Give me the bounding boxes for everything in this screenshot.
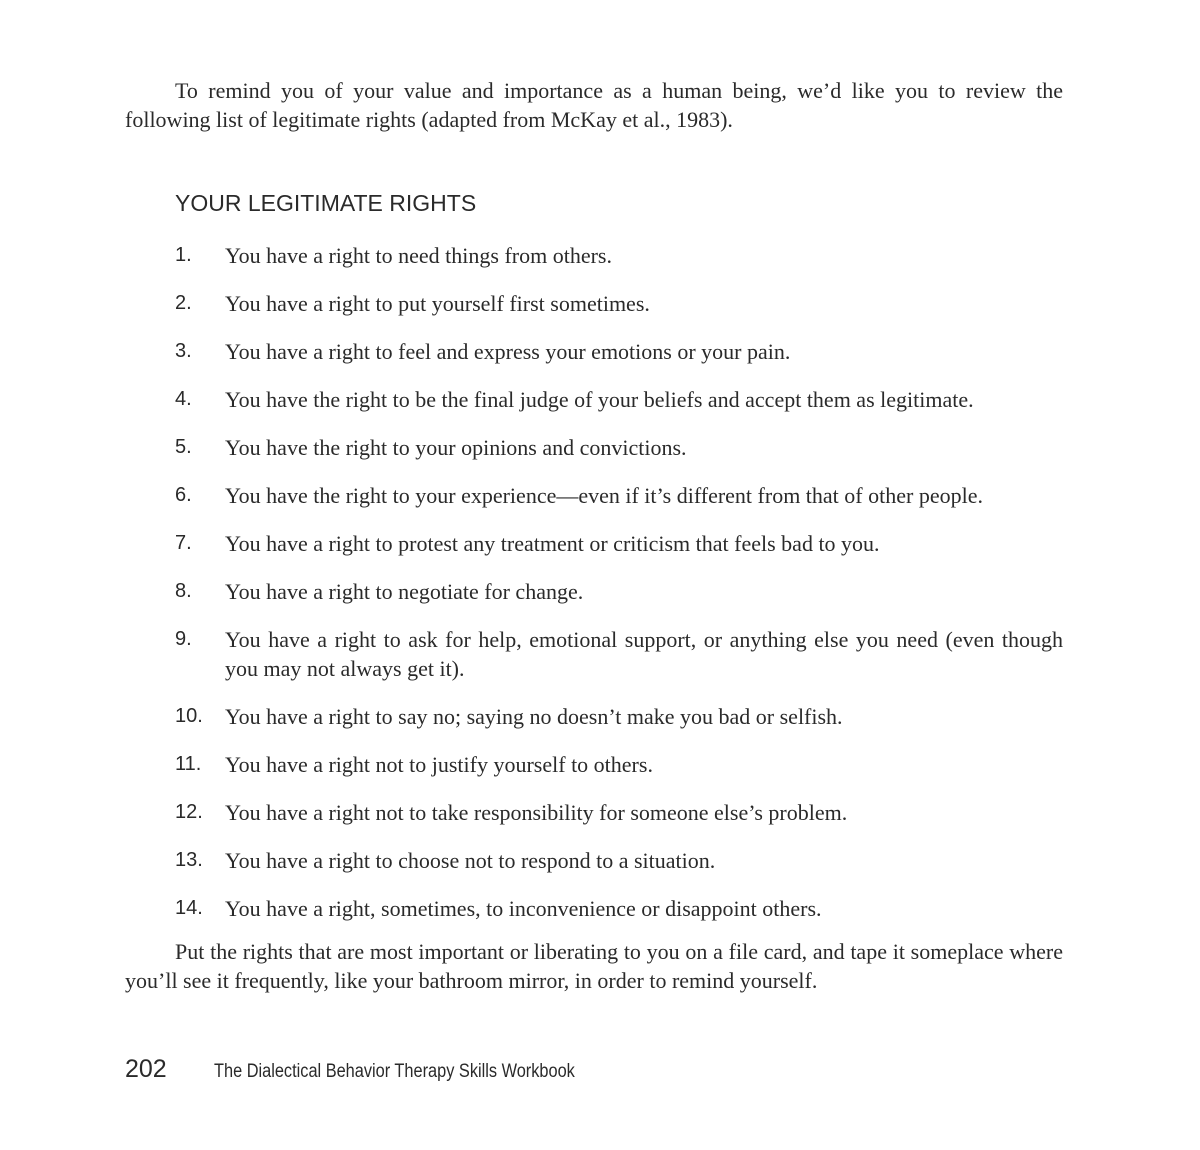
right-number: 7.	[175, 532, 192, 554]
right-item-7	[125, 529, 1063, 558]
running-footer-title: The Dialectical Behavior Therapy Skills Workbook	[214, 1061, 575, 1082]
right-text: You have a right not to justify yourself to others.	[225, 752, 653, 777]
right-text: You have a right to ask for help, emotional support, or anything else you need (even though you may not always get it).	[225, 627, 1063, 681]
right-number: 2.	[175, 292, 192, 314]
right-item-11	[125, 750, 1063, 779]
right-number: 14.	[175, 897, 203, 919]
right-number: 4.	[175, 388, 192, 410]
right-text: You have a right to say no; saying no doesn’t make you bad or selfish.	[225, 704, 843, 729]
right-item-9	[125, 625, 1063, 683]
right-item-13	[125, 846, 1063, 875]
intro-paragraph: To remind you of your value and importance as a human being, we’d like you to review the following list of legitimate rights (adapted from McKay et al., 1983).	[125, 78, 1063, 132]
right-number: 5.	[175, 436, 192, 458]
right-text: You have a right to negotiate for change.	[225, 579, 584, 604]
right-text: You have a right to protest any treatment or criticism that feels bad to you.	[225, 531, 880, 556]
right-item-6	[125, 481, 1063, 510]
right-text: You have a right not to take responsibility for someone else’s problem.	[225, 800, 848, 825]
right-text: You have the right to be the final judge of your beliefs and accept them as legitimate.	[225, 387, 974, 412]
right-number: 6.	[175, 484, 192, 506]
right-item-4	[125, 385, 1063, 414]
right-text: You have a right to need things from others.	[225, 243, 612, 268]
right-item-1	[125, 241, 1063, 270]
right-item-10	[125, 702, 1063, 731]
right-text: You have a right to put yourself first sometimes.	[225, 291, 650, 316]
right-item-14	[125, 894, 1063, 923]
right-item-12	[125, 798, 1063, 827]
rights-list	[125, 241, 1063, 923]
page-footer	[125, 1055, 634, 1084]
right-number: 9.	[175, 628, 192, 650]
right-number: 10.	[175, 705, 203, 727]
right-item-5	[125, 433, 1063, 462]
page-content	[125, 76, 1063, 995]
right-text: You have a right, sometimes, to inconvenience or disappoint others.	[225, 896, 822, 921]
right-item-3	[125, 337, 1063, 366]
right-text: You have the right to your opinions and convictions.	[225, 435, 687, 460]
right-number: 11.	[175, 753, 202, 775]
right-number: 12.	[175, 801, 203, 823]
right-number: 8.	[175, 580, 192, 602]
right-number: 1.	[175, 244, 192, 266]
closing-paragraph: Put the rights that are most important or liberating to you on a file card, and tape it someplace where you’ll see it frequently, like your bathroom mirror, in order to remind yourself.	[125, 939, 1063, 993]
right-text: You have a right to choose not to respond to a situation.	[225, 848, 716, 873]
right-number: 3.	[175, 340, 192, 362]
right-item-2	[125, 289, 1063, 318]
page-number: 202	[125, 1055, 167, 1083]
section-heading: YOUR LEGITIMATE RIGHTS	[175, 190, 477, 216]
right-text: You have the right to your experience—even if it’s different from that of other people.	[225, 483, 983, 508]
right-number: 13.	[175, 849, 203, 871]
right-text: You have a right to feel and express your emotions or your pain.	[225, 339, 791, 364]
right-item-8	[125, 577, 1063, 606]
